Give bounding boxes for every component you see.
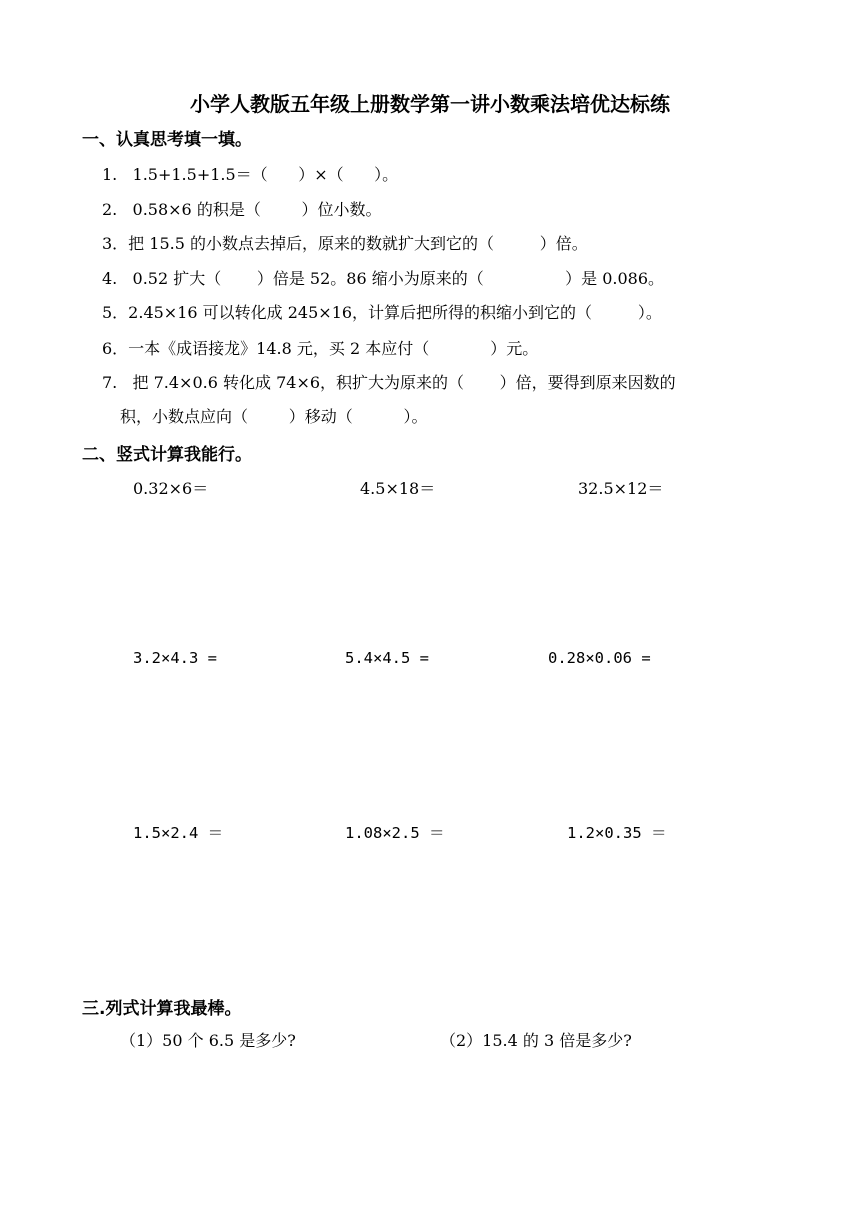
question-2: 2. 0.58×6 的积是（ ）位小数。 <box>102 200 382 219</box>
calc-problem: 1.08×2.5 ＝ <box>345 824 445 842</box>
calc-problem: 0.28×0.06 = <box>548 649 651 667</box>
question-5: 5．2.45×16 可以转化成 245×16，计算后把所得的积缩小到它的（ ）。 <box>102 303 662 322</box>
calc-problem: 4.5×18＝ <box>360 479 436 498</box>
calc-problem: 1.2×0.35 ＝ <box>567 824 667 842</box>
calc-problem: 0.32×6＝ <box>133 479 209 498</box>
word-problem-1: （1）50 个 6.5 是多少? <box>120 1031 296 1050</box>
question-3: 3．把 15.5 的小数点去掉后，原来的数就扩大到它的（ ）倍。 <box>102 234 588 253</box>
calc-problem: 32.5×12＝ <box>578 479 664 498</box>
calc-problem: 3.2×4.3 = <box>133 649 217 667</box>
page-title: 小学人教版五年级上册数学第一讲小数乘法培优达标练 <box>190 92 670 116</box>
question-1: 1. 1.5+1.5+1.5＝（ ）×（ ）。 <box>102 165 399 184</box>
section-3-heading: 三.列式计算我最棒。 <box>82 999 242 1019</box>
question-7: 7. 把 7.4×0.6 转化成 74×6，积扩大为原来的（ ）倍，要得到原来因数的 <box>102 373 676 392</box>
section-2-heading: 二、竖式计算我能行。 <box>82 445 252 465</box>
question-6: 6．一本《成语接龙》14.8 元，买 2 本应付（ ）元。 <box>102 339 539 358</box>
section-1-heading: 一、认真思考填一填。 <box>82 130 252 150</box>
question-4: 4. 0.52 扩大（ ）倍是 52。86 缩小为原来的（ ）是 0.086。 <box>102 269 664 288</box>
calc-problem: 1.5×2.4 ＝ <box>133 824 224 842</box>
question-7-continued: 积，小数点应向（ ）移动（ ）。 <box>120 407 428 426</box>
calc-problem: 5.4×4.5 = <box>345 649 429 667</box>
word-problem-2: （2）15.4 的 3 倍是多少? <box>440 1031 632 1050</box>
